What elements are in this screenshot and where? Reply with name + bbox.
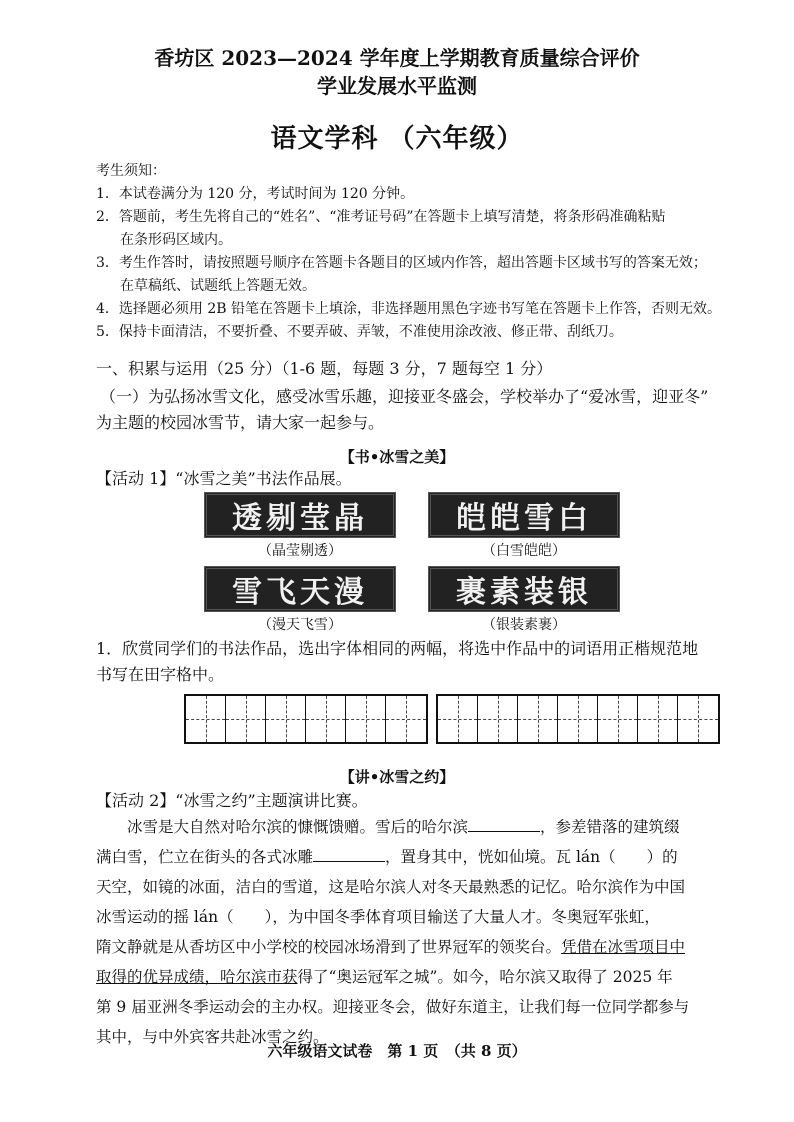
exam-notice <box>96 160 736 344</box>
subject-title: 语文学科 （六年级） <box>270 124 524 154</box>
underlined-sentence: 凭借在冰雪项目中 <box>561 938 686 956</box>
tianzige-cell[interactable] <box>386 696 426 742</box>
passage-text: 第 9 届亚洲冬季运动会的主办权。迎接亚冬会，做好东道主，让我们每一位同学都参与 <box>96 998 690 1016</box>
tianzige-cell[interactable] <box>678 696 718 742</box>
calligraphy-work-3: 雪飞天漫 <box>204 566 396 612</box>
page-footer: 六年级语文试卷 第 1 页 （共 8 页） <box>267 1042 527 1060</box>
question-1-line: 1．欣赏同学们的书法作品，选出字体相同的两幅，将选中作品中的词语用正楷规范地 <box>96 639 699 658</box>
tianzige-cell[interactable] <box>518 696 558 742</box>
passage-text: 得了“奥运冠军之城”。如今，哈尔滨又取得了 2025 年 <box>297 968 673 986</box>
calligraphy-caption: （漫天飞雪） <box>258 617 342 633</box>
passage-text: ，参差错落的建筑缀 <box>540 818 680 836</box>
passage-text: 隋文静就是从香坊区中小学校的校园冰场滑到了世界冠军的领奖台。 <box>96 938 562 956</box>
calligraphy-caption: （白雪皑皑） <box>482 543 566 559</box>
tianzige-cell[interactable] <box>186 696 226 742</box>
tianzige-cell[interactable] <box>598 696 638 742</box>
notice-item: 5．保持卡面清洁，不要折叠、不要弄破、弄皱，不准使用涂改液、修正带、刮纸刀。 <box>96 324 623 340</box>
notice-item: 2．答题前，考生先将自己的“姓名”、“准考证号码”在答题卡上填写清楚，将条形码准确粘贴 <box>96 209 666 225</box>
tianzige-cell[interactable] <box>226 696 266 742</box>
part-heading-shu: 【书•冰雪之美】 <box>339 448 455 466</box>
fill-blank-1[interactable] <box>468 831 540 832</box>
part-heading-jiang: 【讲•冰雪之约】 <box>339 768 455 786</box>
passage-text: 冰雪运动的摇 lán（ ），为中国冬季体育项目输送了大量人才。冬奥冠军张虹， <box>96 908 660 926</box>
tianzige-cell[interactable] <box>558 696 598 742</box>
section-intro-line: 为主题的校园冰雪节，请大家一起参与。 <box>96 413 385 432</box>
notice-item: 在条形码区域内。 <box>120 232 232 248</box>
passage-text: ，置身其中，恍如仙境。瓦 lán（ ）的 <box>385 848 678 866</box>
tianzige-cell[interactable] <box>306 696 346 742</box>
underlined-sentence: 取得的优异成绩，哈尔滨市获 <box>96 968 298 986</box>
fill-blank-2[interactable] <box>313 861 385 862</box>
calligraphy-caption: （银装素裹） <box>482 617 566 633</box>
question-1-line: 书写在田字格中。 <box>96 665 225 684</box>
calligraphy-work-1: 透剔莹晶 <box>204 492 396 538</box>
notice-item: 1．本试卷满分为 120 分，考试时间为 120 分钟。 <box>96 186 415 202</box>
notice-item: 4．选择题必须用 2B 铅笔在答题卡上填涂，非选择题用黑色字迹书写笔在答题卡上作答，否则无效。 <box>96 301 722 317</box>
notice-title: 考生须知： <box>96 163 166 179</box>
speech-passage <box>96 812 716 1052</box>
tianzige-cell[interactable] <box>438 696 478 742</box>
exam-title-line1: 香坊区 2023—2024 学年度上学期教育质量综合评价 <box>154 46 640 70</box>
activity-1-label: 【活动 1】“冰雪之美”书法作品展。 <box>96 469 352 488</box>
notice-item: 3．考生作答时，请按照题号顺序在答题卡各题目的区域内作答，超出答题卡区域书写的答案无效； <box>96 255 707 271</box>
passage-text: 冰雪是大自然对哈尔滨的慷慨馈赠。雪后的哈尔滨 <box>127 818 469 836</box>
calligraphy-caption: （晶莹剔透） <box>258 543 342 559</box>
tianzige-cell[interactable] <box>638 696 678 742</box>
calligraphy-work-2: 皑皑雪白 <box>428 492 620 538</box>
passage-text: 天空，如镜的冰面，洁白的雪道，这是哈尔滨人对冬天最熟悉的记忆。哈尔滨作为中国 <box>96 878 686 896</box>
activity-2-label: 【活动 2】“冰雪之约”主题演讲比赛。 <box>96 791 368 810</box>
tianzige-cell[interactable] <box>346 696 386 742</box>
tianzige-cell[interactable] <box>478 696 518 742</box>
tianzige-cell[interactable] <box>266 696 306 742</box>
tianzige-grid-left[interactable] <box>184 694 428 744</box>
section-heading: 一、积累与运用（25 分）（1-6 题，每题 3 分，7 题每空 1 分） <box>96 359 553 378</box>
section-intro-line: （一）为弘扬冰雪文化，感受冰雪乐趣，迎接亚冬盛会，学校举办了“爱冰雪，迎亚冬” <box>100 387 709 406</box>
passage-text: 其中，与中外宾客共赴冰雪之约。 <box>96 1028 329 1046</box>
exam-title-line2: 学业发展水平监测 <box>317 74 477 98</box>
tianzige-grid-right[interactable] <box>436 694 720 744</box>
calligraphy-work-4: 裹素装银 <box>428 566 620 612</box>
notice-item: 在草稿纸、试题纸上答题无效。 <box>120 278 316 294</box>
passage-text: 满白雪，伫立在街头的各式冰雕 <box>96 848 314 866</box>
